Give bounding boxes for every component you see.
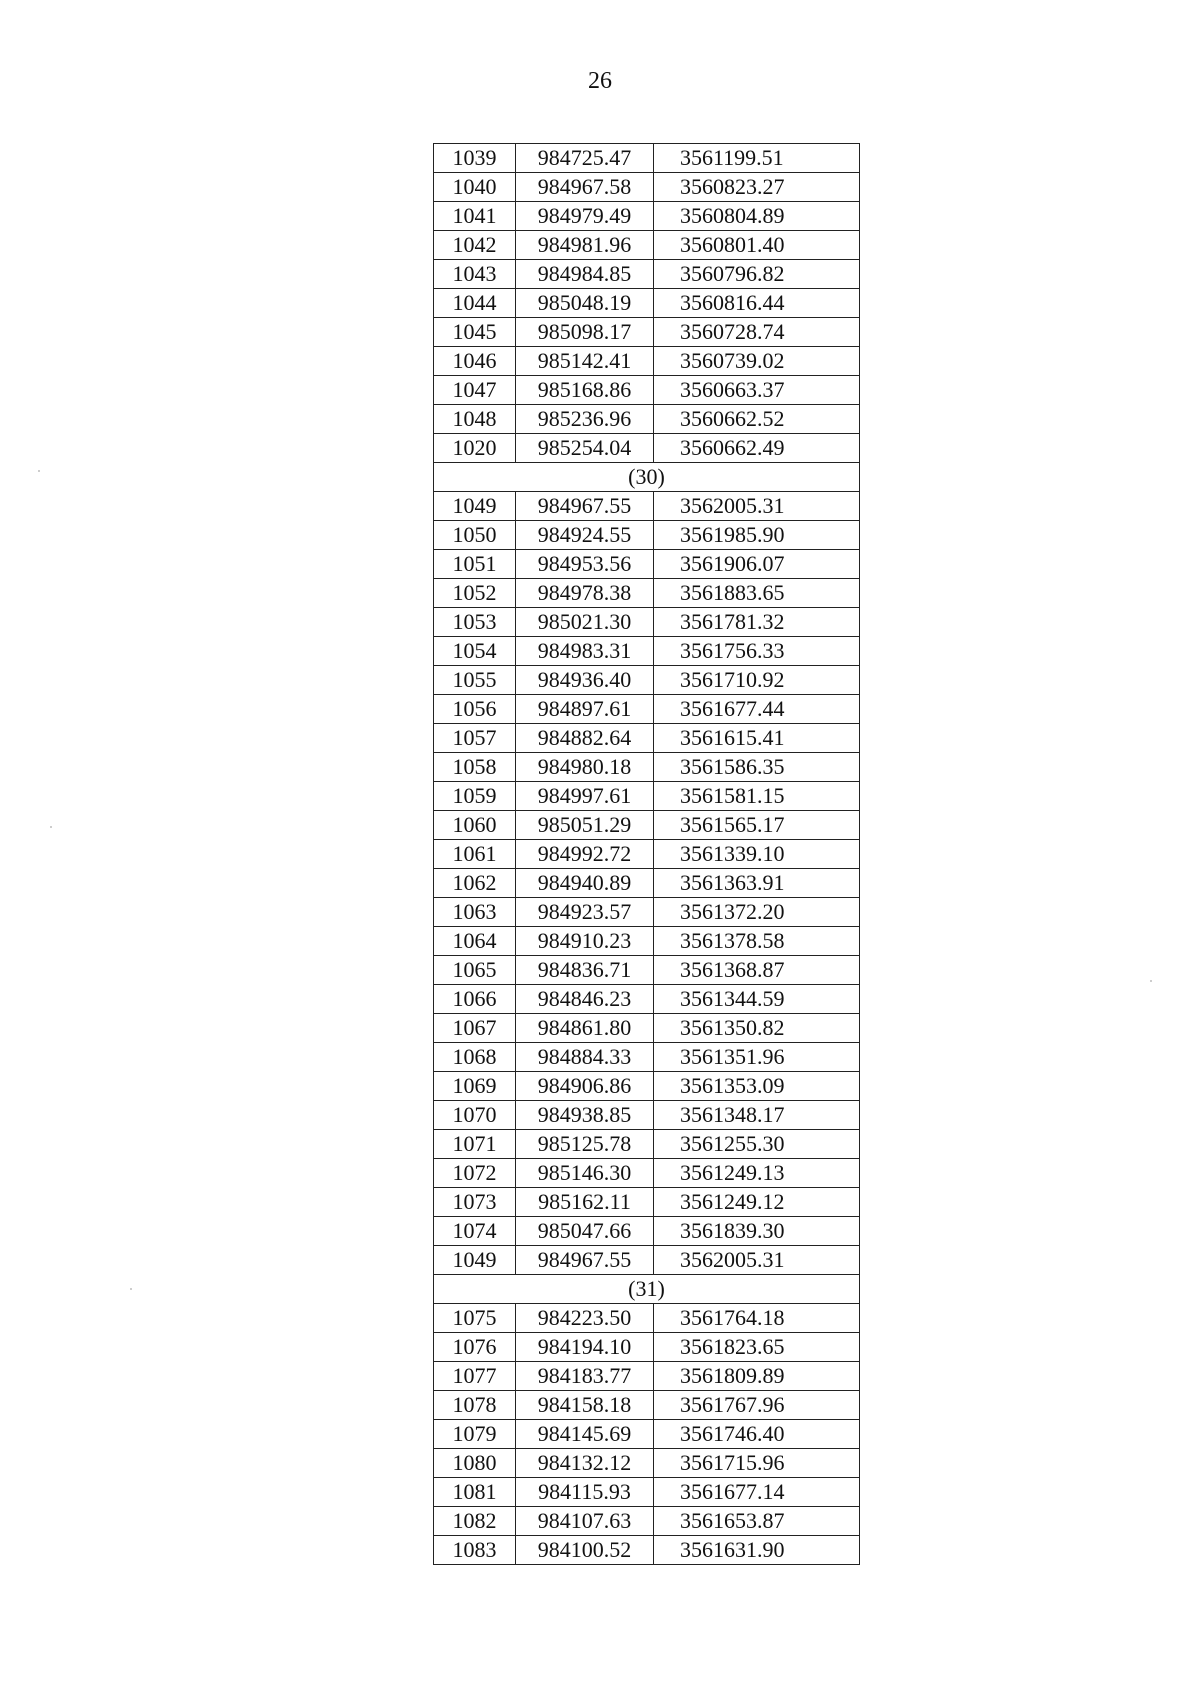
x-coordinate-cell: 984158.18 bbox=[516, 1391, 654, 1420]
point-number-cell: 1066 bbox=[434, 985, 516, 1014]
x-coordinate-cell: 985048.19 bbox=[516, 289, 654, 318]
point-number-cell: 1064 bbox=[434, 927, 516, 956]
y-coordinate-cell: 3561586.35 bbox=[654, 753, 860, 782]
x-coordinate-cell: 984984.85 bbox=[516, 260, 654, 289]
section-heading-row bbox=[434, 463, 860, 492]
point-number-cell: 1049 bbox=[434, 1246, 516, 1275]
point-number-cell: 1077 bbox=[434, 1362, 516, 1391]
y-coordinate-cell: 3561353.09 bbox=[654, 1072, 860, 1101]
point-number-cell: 1041 bbox=[434, 202, 516, 231]
point-number-cell: 1050 bbox=[434, 521, 516, 550]
table-row bbox=[434, 521, 860, 550]
x-coordinate-cell: 984183.77 bbox=[516, 1362, 654, 1391]
y-coordinate-cell: 3560804.89 bbox=[654, 202, 860, 231]
y-coordinate-cell: 3561764.18 bbox=[654, 1304, 860, 1333]
point-number-cell: 1082 bbox=[434, 1507, 516, 1536]
table-row bbox=[434, 1478, 860, 1507]
x-coordinate-cell: 984910.23 bbox=[516, 927, 654, 956]
table-row bbox=[434, 173, 860, 202]
point-number-cell: 1067 bbox=[434, 1014, 516, 1043]
x-coordinate-cell: 985125.78 bbox=[516, 1130, 654, 1159]
table-row bbox=[434, 869, 860, 898]
y-coordinate-cell: 3560801.40 bbox=[654, 231, 860, 260]
x-coordinate-cell: 984953.56 bbox=[516, 550, 654, 579]
x-coordinate-cell: 985162.11 bbox=[516, 1188, 654, 1217]
point-number-cell: 1057 bbox=[434, 724, 516, 753]
table-row bbox=[434, 1043, 860, 1072]
point-number-cell: 1081 bbox=[434, 1478, 516, 1507]
y-coordinate-cell: 3561368.87 bbox=[654, 956, 860, 985]
coordinates-table-body bbox=[434, 144, 860, 1565]
table-row bbox=[434, 637, 860, 666]
x-coordinate-cell: 984906.86 bbox=[516, 1072, 654, 1101]
table-row bbox=[434, 927, 860, 956]
scan-speck bbox=[1150, 980, 1152, 982]
y-coordinate-cell: 3561839.30 bbox=[654, 1217, 860, 1246]
x-coordinate-cell: 985146.30 bbox=[516, 1159, 654, 1188]
point-number-cell: 1055 bbox=[434, 666, 516, 695]
y-coordinate-cell: 3560728.74 bbox=[654, 318, 860, 347]
table-row bbox=[434, 1072, 860, 1101]
table-row bbox=[434, 579, 860, 608]
x-coordinate-cell: 984884.33 bbox=[516, 1043, 654, 1072]
x-coordinate-cell: 984115.93 bbox=[516, 1478, 654, 1507]
y-coordinate-cell: 3561199.51 bbox=[654, 144, 860, 173]
point-number-cell: 1063 bbox=[434, 898, 516, 927]
y-coordinate-cell: 3561249.13 bbox=[654, 1159, 860, 1188]
x-coordinate-cell: 984997.61 bbox=[516, 782, 654, 811]
table-row bbox=[434, 1014, 860, 1043]
table-row bbox=[434, 1304, 860, 1333]
x-coordinate-cell: 984107.63 bbox=[516, 1507, 654, 1536]
y-coordinate-cell: 3562005.31 bbox=[654, 492, 860, 521]
scan-speck bbox=[130, 1288, 132, 1290]
point-number-cell: 1073 bbox=[434, 1188, 516, 1217]
point-number-cell: 1068 bbox=[434, 1043, 516, 1072]
point-number-cell: 1042 bbox=[434, 231, 516, 260]
point-number-cell: 1074 bbox=[434, 1217, 516, 1246]
table-row bbox=[434, 1333, 860, 1362]
table-row bbox=[434, 1391, 860, 1420]
y-coordinate-cell: 3561823.65 bbox=[654, 1333, 860, 1362]
table-row bbox=[434, 1420, 860, 1449]
table-row bbox=[434, 695, 860, 724]
point-number-cell: 1058 bbox=[434, 753, 516, 782]
point-number-cell: 1078 bbox=[434, 1391, 516, 1420]
x-coordinate-cell: 984836.71 bbox=[516, 956, 654, 985]
coordinates-table bbox=[433, 143, 860, 1565]
y-coordinate-cell: 3561781.32 bbox=[654, 608, 860, 637]
table-row bbox=[434, 1217, 860, 1246]
point-number-cell: 1053 bbox=[434, 608, 516, 637]
table-row bbox=[434, 956, 860, 985]
y-coordinate-cell: 3560823.27 bbox=[654, 173, 860, 202]
point-number-cell: 1039 bbox=[434, 144, 516, 173]
y-coordinate-cell: 3561372.20 bbox=[654, 898, 860, 927]
x-coordinate-cell: 984100.52 bbox=[516, 1536, 654, 1565]
scan-speck bbox=[50, 826, 52, 828]
table-row bbox=[434, 985, 860, 1014]
y-coordinate-cell: 3560662.49 bbox=[654, 434, 860, 463]
y-coordinate-cell: 3561677.14 bbox=[654, 1478, 860, 1507]
y-coordinate-cell: 3561767.96 bbox=[654, 1391, 860, 1420]
point-number-cell: 1070 bbox=[434, 1101, 516, 1130]
table-row bbox=[434, 289, 860, 318]
y-coordinate-cell: 3561715.96 bbox=[654, 1449, 860, 1478]
table-row bbox=[434, 1362, 860, 1391]
point-number-cell: 1047 bbox=[434, 376, 516, 405]
x-coordinate-cell: 984967.55 bbox=[516, 492, 654, 521]
table-row bbox=[434, 550, 860, 579]
point-number-cell: 1046 bbox=[434, 347, 516, 376]
table-row bbox=[434, 1246, 860, 1275]
x-coordinate-cell: 984979.49 bbox=[516, 202, 654, 231]
table-row bbox=[434, 898, 860, 927]
x-coordinate-cell: 984846.23 bbox=[516, 985, 654, 1014]
table-row bbox=[434, 347, 860, 376]
point-number-cell: 1061 bbox=[434, 840, 516, 869]
y-coordinate-cell: 3561710.92 bbox=[654, 666, 860, 695]
section-label: (30) bbox=[434, 463, 860, 492]
x-coordinate-cell: 984194.10 bbox=[516, 1333, 654, 1362]
y-coordinate-cell: 3561348.17 bbox=[654, 1101, 860, 1130]
x-coordinate-cell: 984981.96 bbox=[516, 231, 654, 260]
x-coordinate-cell: 984940.89 bbox=[516, 869, 654, 898]
y-coordinate-cell: 3561249.12 bbox=[654, 1188, 860, 1217]
x-coordinate-cell: 984938.85 bbox=[516, 1101, 654, 1130]
table-row bbox=[434, 811, 860, 840]
page-number: 26 bbox=[588, 68, 612, 94]
x-coordinate-cell: 984992.72 bbox=[516, 840, 654, 869]
x-coordinate-cell: 984967.58 bbox=[516, 173, 654, 202]
point-number-cell: 1049 bbox=[434, 492, 516, 521]
table-row bbox=[434, 608, 860, 637]
point-number-cell: 1048 bbox=[434, 405, 516, 434]
table-row bbox=[434, 202, 860, 231]
point-number-cell: 1079 bbox=[434, 1420, 516, 1449]
table-row bbox=[434, 1188, 860, 1217]
y-coordinate-cell: 3560816.44 bbox=[654, 289, 860, 318]
table-row bbox=[434, 376, 860, 405]
x-coordinate-cell: 984967.55 bbox=[516, 1246, 654, 1275]
table-row bbox=[434, 1507, 860, 1536]
x-coordinate-cell: 985021.30 bbox=[516, 608, 654, 637]
point-number-cell: 1052 bbox=[434, 579, 516, 608]
y-coordinate-cell: 3561631.90 bbox=[654, 1536, 860, 1565]
point-number-cell: 1059 bbox=[434, 782, 516, 811]
section-heading-row bbox=[434, 1275, 860, 1304]
table-row bbox=[434, 318, 860, 347]
table-row bbox=[434, 666, 860, 695]
y-coordinate-cell: 3561883.65 bbox=[654, 579, 860, 608]
y-coordinate-cell: 3561339.10 bbox=[654, 840, 860, 869]
y-coordinate-cell: 3561809.89 bbox=[654, 1362, 860, 1391]
point-number-cell: 1083 bbox=[434, 1536, 516, 1565]
y-coordinate-cell: 3561906.07 bbox=[654, 550, 860, 579]
x-coordinate-cell: 985047.66 bbox=[516, 1217, 654, 1246]
table-row bbox=[434, 724, 860, 753]
table-row bbox=[434, 753, 860, 782]
point-number-cell: 1020 bbox=[434, 434, 516, 463]
y-coordinate-cell: 3561351.96 bbox=[654, 1043, 860, 1072]
table-row bbox=[434, 231, 860, 260]
point-number-cell: 1043 bbox=[434, 260, 516, 289]
x-coordinate-cell: 984145.69 bbox=[516, 1420, 654, 1449]
x-coordinate-cell: 985168.86 bbox=[516, 376, 654, 405]
x-coordinate-cell: 985254.04 bbox=[516, 434, 654, 463]
point-number-cell: 1060 bbox=[434, 811, 516, 840]
table-row bbox=[434, 144, 860, 173]
point-number-cell: 1045 bbox=[434, 318, 516, 347]
y-coordinate-cell: 3561677.44 bbox=[654, 695, 860, 724]
point-number-cell: 1075 bbox=[434, 1304, 516, 1333]
x-coordinate-cell: 984725.47 bbox=[516, 144, 654, 173]
point-number-cell: 1071 bbox=[434, 1130, 516, 1159]
point-number-cell: 1062 bbox=[434, 869, 516, 898]
scan-speck bbox=[38, 470, 40, 472]
y-coordinate-cell: 3562005.31 bbox=[654, 1246, 860, 1275]
y-coordinate-cell: 3560663.37 bbox=[654, 376, 860, 405]
y-coordinate-cell: 3561653.87 bbox=[654, 1507, 860, 1536]
point-number-cell: 1065 bbox=[434, 956, 516, 985]
table-row bbox=[434, 405, 860, 434]
table-row bbox=[434, 1130, 860, 1159]
table-row bbox=[434, 840, 860, 869]
x-coordinate-cell: 985098.17 bbox=[516, 318, 654, 347]
x-coordinate-cell: 984936.40 bbox=[516, 666, 654, 695]
x-coordinate-cell: 984978.38 bbox=[516, 579, 654, 608]
y-coordinate-cell: 3561363.91 bbox=[654, 869, 860, 898]
y-coordinate-cell: 3560662.52 bbox=[654, 405, 860, 434]
y-coordinate-cell: 3561378.58 bbox=[654, 927, 860, 956]
table-row bbox=[434, 782, 860, 811]
x-coordinate-cell: 984223.50 bbox=[516, 1304, 654, 1333]
x-coordinate-cell: 984897.61 bbox=[516, 695, 654, 724]
x-coordinate-cell: 984983.31 bbox=[516, 637, 654, 666]
y-coordinate-cell: 3561565.17 bbox=[654, 811, 860, 840]
x-coordinate-cell: 984924.55 bbox=[516, 521, 654, 550]
point-number-cell: 1040 bbox=[434, 173, 516, 202]
table-row bbox=[434, 492, 860, 521]
y-coordinate-cell: 3560796.82 bbox=[654, 260, 860, 289]
y-coordinate-cell: 3561756.33 bbox=[654, 637, 860, 666]
point-number-cell: 1080 bbox=[434, 1449, 516, 1478]
x-coordinate-cell: 985236.96 bbox=[516, 405, 654, 434]
x-coordinate-cell: 984923.57 bbox=[516, 898, 654, 927]
x-coordinate-cell: 984861.80 bbox=[516, 1014, 654, 1043]
point-number-cell: 1076 bbox=[434, 1333, 516, 1362]
y-coordinate-cell: 3561985.90 bbox=[654, 521, 860, 550]
x-coordinate-cell: 984980.18 bbox=[516, 753, 654, 782]
x-coordinate-cell: 984132.12 bbox=[516, 1449, 654, 1478]
table-row bbox=[434, 1101, 860, 1130]
point-number-cell: 1069 bbox=[434, 1072, 516, 1101]
y-coordinate-cell: 3561581.15 bbox=[654, 782, 860, 811]
table-row bbox=[434, 1536, 860, 1565]
point-number-cell: 1051 bbox=[434, 550, 516, 579]
y-coordinate-cell: 3561255.30 bbox=[654, 1130, 860, 1159]
y-coordinate-cell: 3560739.02 bbox=[654, 347, 860, 376]
x-coordinate-cell: 985051.29 bbox=[516, 811, 654, 840]
point-number-cell: 1056 bbox=[434, 695, 516, 724]
y-coordinate-cell: 3561615.41 bbox=[654, 724, 860, 753]
x-coordinate-cell: 985142.41 bbox=[516, 347, 654, 376]
x-coordinate-cell: 984882.64 bbox=[516, 724, 654, 753]
section-label: (31) bbox=[434, 1275, 860, 1304]
table-row bbox=[434, 434, 860, 463]
point-number-cell: 1044 bbox=[434, 289, 516, 318]
table-row bbox=[434, 1159, 860, 1188]
y-coordinate-cell: 3561746.40 bbox=[654, 1420, 860, 1449]
point-number-cell: 1054 bbox=[434, 637, 516, 666]
table-row bbox=[434, 1449, 860, 1478]
table-row bbox=[434, 260, 860, 289]
y-coordinate-cell: 3561344.59 bbox=[654, 985, 860, 1014]
y-coordinate-cell: 3561350.82 bbox=[654, 1014, 860, 1043]
point-number-cell: 1072 bbox=[434, 1159, 516, 1188]
